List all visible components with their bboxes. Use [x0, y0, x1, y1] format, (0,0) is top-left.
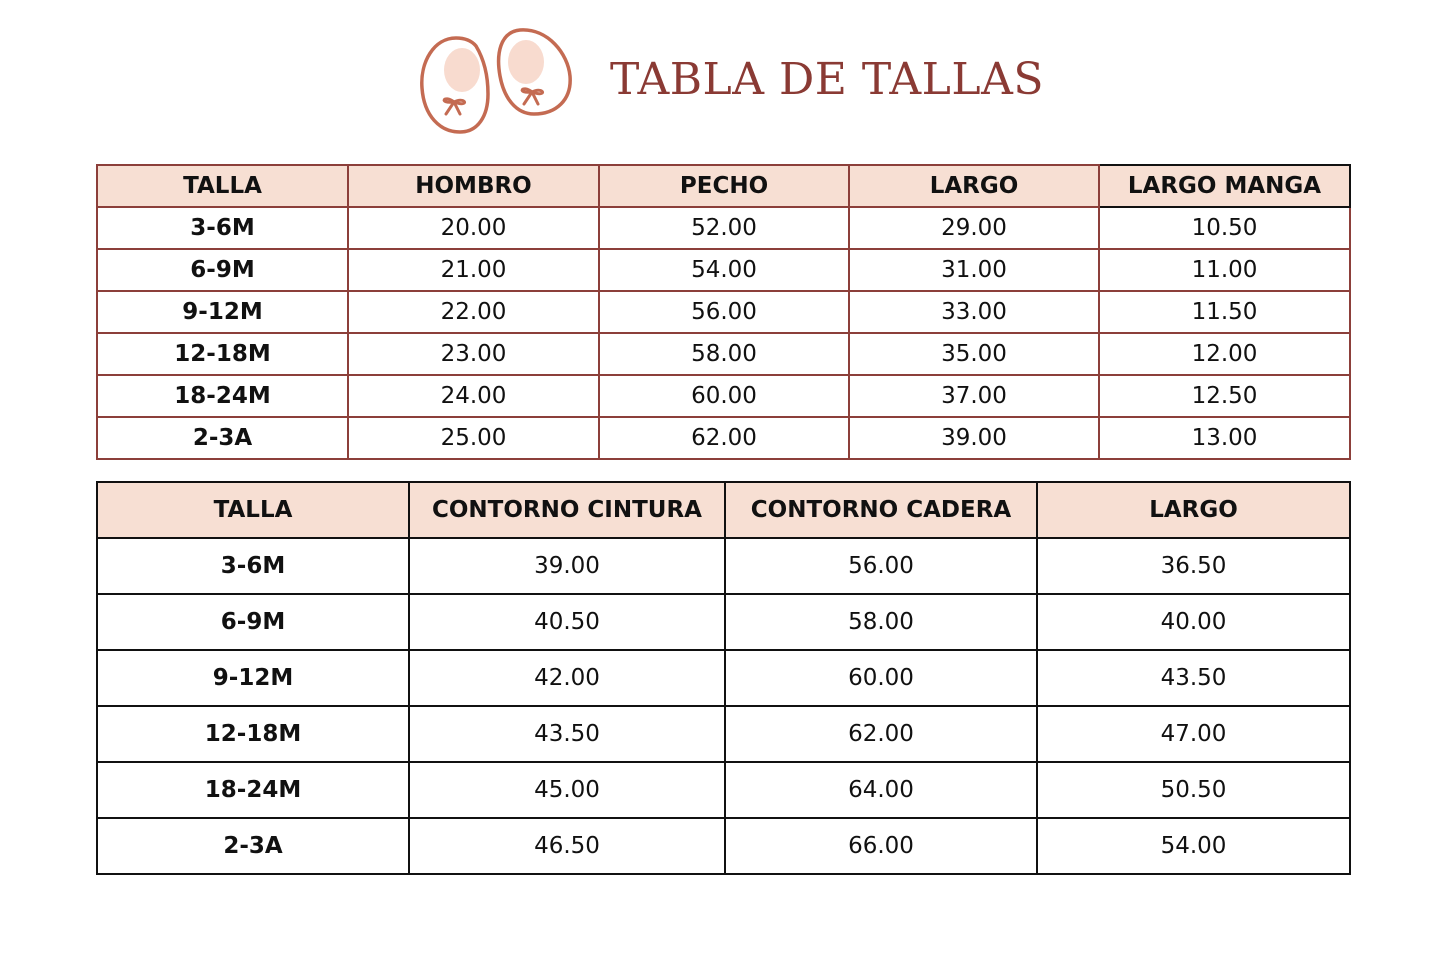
table-row	[97, 594, 1350, 650]
value-cell: 24.00	[348, 375, 599, 417]
value-cell: 58.00	[725, 594, 1037, 650]
table-row	[97, 650, 1350, 706]
column-header: LARGO MANGA	[1099, 165, 1350, 207]
value-cell: 21.00	[348, 249, 599, 291]
value-cell: 11.50	[1099, 291, 1350, 333]
value-cell: 35.00	[849, 333, 1099, 375]
column-header: PECHO	[599, 165, 849, 207]
table-header-row	[97, 165, 1350, 207]
page-title: TABLA DE TALLAS	[610, 54, 1044, 105]
size-cell: 12-18M	[97, 706, 409, 762]
value-cell: 43.50	[1037, 650, 1350, 706]
size-cell: 6-9M	[97, 594, 409, 650]
value-cell: 42.00	[409, 650, 725, 706]
value-cell: 36.50	[1037, 538, 1350, 594]
value-cell: 56.00	[725, 538, 1037, 594]
table-row	[97, 706, 1350, 762]
value-cell: 39.00	[409, 538, 725, 594]
column-header: LARGO	[849, 165, 1099, 207]
size-cell: 2-3A	[97, 818, 409, 874]
size-cell: 12-18M	[97, 333, 348, 375]
table-row	[97, 538, 1350, 594]
value-cell: 11.00	[1099, 249, 1350, 291]
baby-shoes-icon	[416, 24, 578, 136]
value-cell: 20.00	[348, 207, 599, 249]
value-cell: 22.00	[348, 291, 599, 333]
value-cell: 37.00	[849, 375, 1099, 417]
table-row	[97, 818, 1350, 874]
value-cell: 54.00	[1037, 818, 1350, 874]
value-cell: 33.00	[849, 291, 1099, 333]
value-cell: 47.00	[1037, 706, 1350, 762]
value-cell: 13.00	[1099, 417, 1350, 459]
table-header-row	[97, 482, 1350, 538]
table-row	[97, 417, 1350, 459]
value-cell: 40.00	[1037, 594, 1350, 650]
size-cell: 18-24M	[97, 375, 348, 417]
column-header: TALLA	[97, 482, 409, 538]
value-cell: 40.50	[409, 594, 725, 650]
table-row	[97, 375, 1350, 417]
table-row	[97, 207, 1350, 249]
value-cell: 62.00	[599, 417, 849, 459]
column-header: HOMBRO	[348, 165, 599, 207]
size-cell: 3-6M	[97, 538, 409, 594]
value-cell: 46.50	[409, 818, 725, 874]
value-cell: 10.50	[1099, 207, 1350, 249]
size-cell: 18-24M	[97, 762, 409, 818]
value-cell: 23.00	[348, 333, 599, 375]
value-cell: 58.00	[599, 333, 849, 375]
value-cell: 43.50	[409, 706, 725, 762]
value-cell: 66.00	[725, 818, 1037, 874]
value-cell: 60.00	[599, 375, 849, 417]
table-row	[97, 291, 1350, 333]
value-cell: 52.00	[599, 207, 849, 249]
value-cell: 31.00	[849, 249, 1099, 291]
page-header	[0, 0, 1445, 150]
size-cell: 9-12M	[97, 291, 348, 333]
column-header: TALLA	[97, 165, 348, 207]
value-cell: 29.00	[849, 207, 1099, 249]
value-cell: 62.00	[725, 706, 1037, 762]
size-cell: 9-12M	[97, 650, 409, 706]
size-cell: 6-9M	[97, 249, 348, 291]
column-header: CONTORNO CINTURA	[409, 482, 725, 538]
table-row	[97, 762, 1350, 818]
size-table-top	[96, 164, 1351, 460]
table-row	[97, 249, 1350, 291]
size-cell: 3-6M	[97, 207, 348, 249]
value-cell: 50.50	[1037, 762, 1350, 818]
value-cell: 60.00	[725, 650, 1037, 706]
value-cell: 54.00	[599, 249, 849, 291]
size-cell: 2-3A	[97, 417, 348, 459]
table-row	[97, 333, 1350, 375]
column-header: LARGO	[1037, 482, 1350, 538]
value-cell: 39.00	[849, 417, 1099, 459]
value-cell: 56.00	[599, 291, 849, 333]
value-cell: 45.00	[409, 762, 725, 818]
value-cell: 12.50	[1099, 375, 1350, 417]
column-header: CONTORNO CADERA	[725, 482, 1037, 538]
value-cell: 64.00	[725, 762, 1037, 818]
size-table-bottom	[96, 481, 1351, 875]
value-cell: 25.00	[348, 417, 599, 459]
value-cell: 12.00	[1099, 333, 1350, 375]
